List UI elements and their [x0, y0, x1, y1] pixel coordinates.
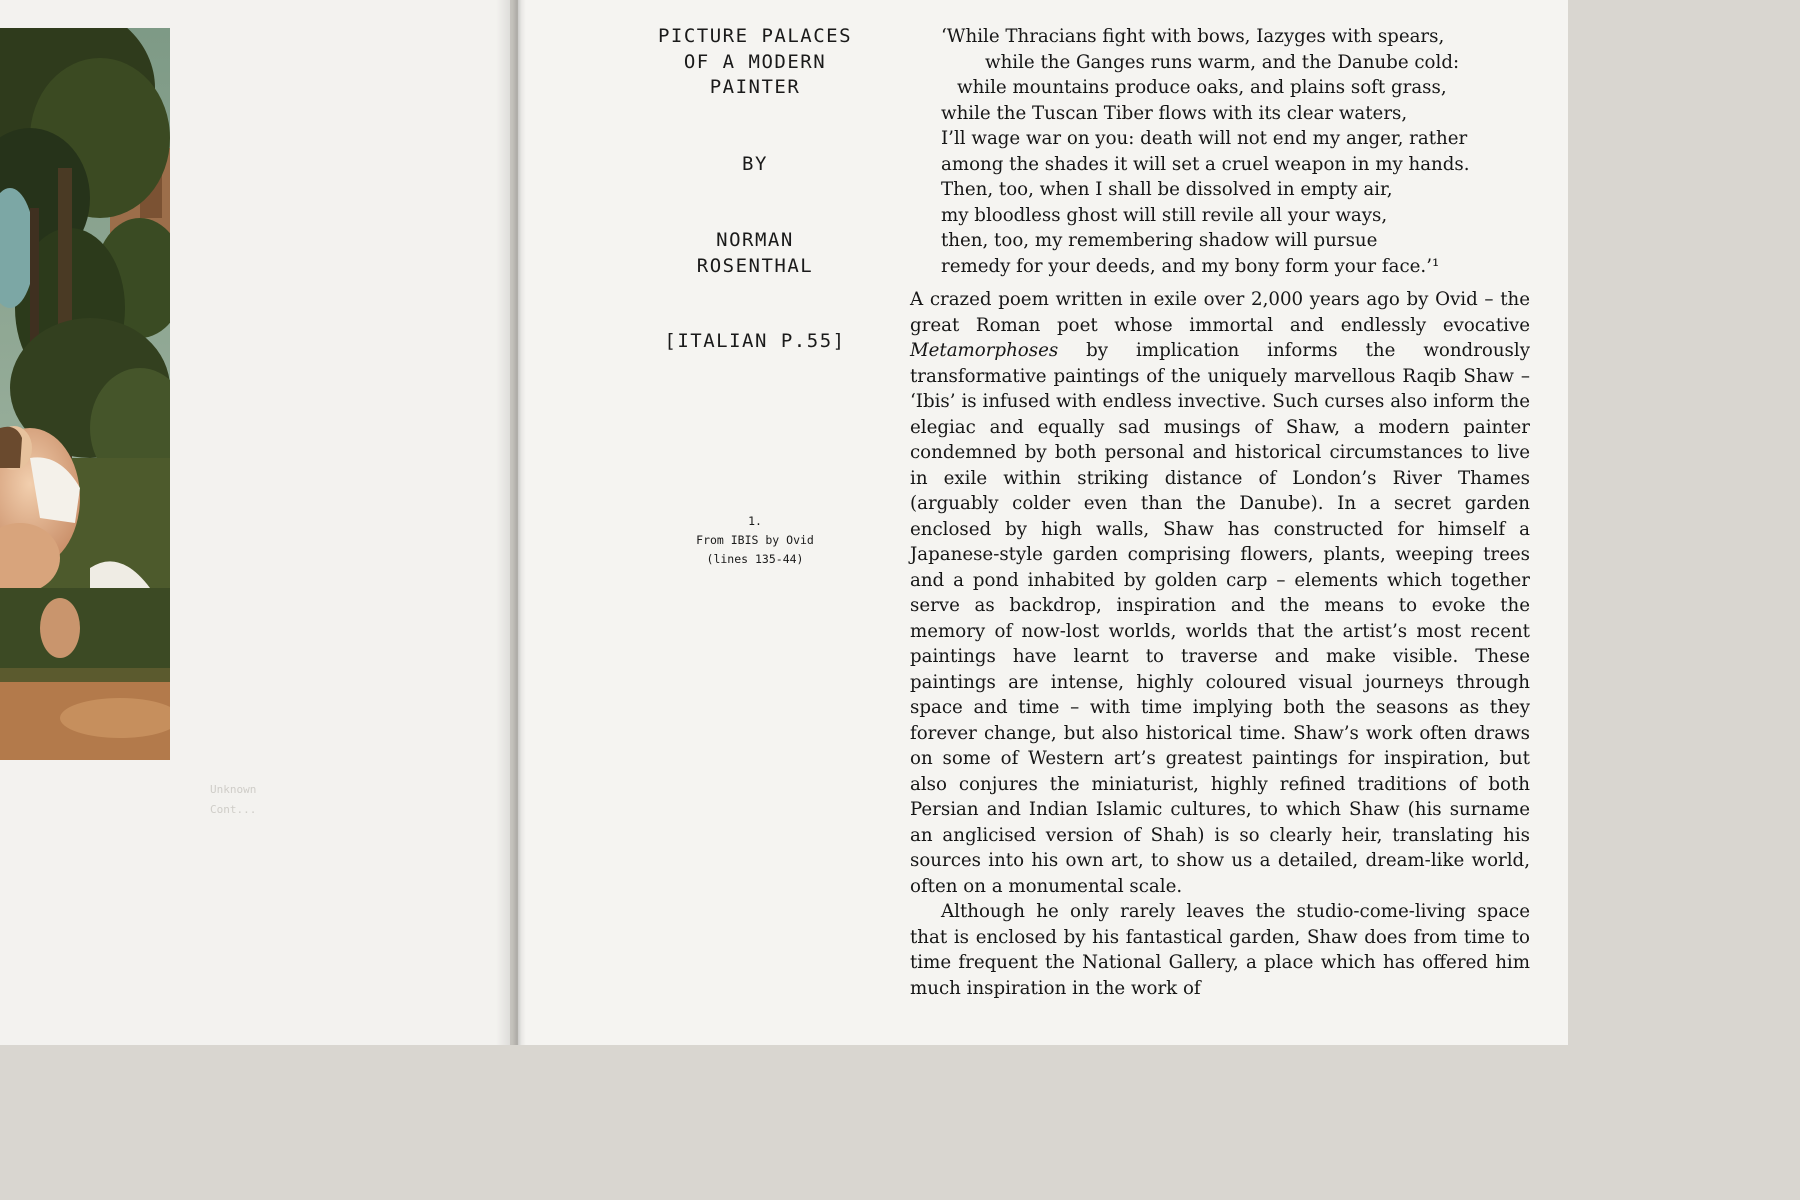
title-line: OF A MODERN — [683, 50, 827, 73]
author-line: ROSENTHAL — [696, 254, 814, 277]
author-line: NORMAN — [716, 229, 794, 251]
painting-image — [0, 28, 170, 760]
poem-quote — [941, 24, 1530, 279]
poem-line: my bloodless ghost will still revile all your ways, — [941, 204, 1388, 226]
title-line: PAINTER — [709, 76, 801, 98]
main-text-column — [910, 24, 1530, 1001]
poem-line: remedy for your deeds, and my bony form your face.’¹ — [941, 255, 1440, 277]
essay-text: A crazed poem written in exile over 2,000 years ago by Ovid – the great Roman poet whose immortal and endlessly evocative — [910, 289, 1530, 336]
footnote — [658, 512, 852, 569]
essay-text: by implication informs the wondrously transformative paintings of the uniquely marvellous Raqib Shaw – ‘Ibis’ is infused with endless invective. Such curses also inform the elegiac and equally sad musings of Shaw, a modern painter condemned by both personal and historical circumstances to live in exile within striking distance of London’s River Thames (arguably colder even than the Danube). In a secret garden enclosed by high walls, Shaw has constructed for himself a Japanese-style garden comprising flowers, plants, weeping trees and a pond inhabited by golden carp – elements which together serve as backdrop, inspiration and the means to evoke the memory of now-lost worlds, worlds that the artist’s most recent paintings have learnt to traverse and make visible. These paintings are intense, highly coloured visual journeys through space and time – with time implying both the seasons as they forever change, but also historical time. Shaw’s work often draws on some of Western art’s greatest paintings for inspiration, but also conjures the miniaturist, highly refined traditions of both Persian and Indian Islamic cultures, to which Shaw (his surname an anglicised version of Shah) is so clearly heir, translating his sources into his own art, to show us a detailed, dream-like world, often on a monumental scale. — [910, 340, 1530, 897]
painting-plate — [0, 28, 170, 760]
poem-line: I’ll wage war on you: death will not end my anger, rather — [941, 128, 1468, 149]
poem-line: ‘While Thracians fight with bows, Iazyges with spears, — [941, 26, 1445, 47]
poem-line: Then, too, when I shall be dissolved in empty air, — [941, 179, 1393, 200]
poem-line: among the shades it will set a cruel weapon in my hands. — [941, 153, 1470, 175]
poem-line: while mountains produce oaks, and plains soft grass, — [957, 77, 1447, 98]
italian-page-reference: [ITALIAN P.55] — [664, 330, 846, 352]
title-line: PICTURE PALACES — [657, 25, 853, 47]
footnote-source: From IBIS by Ovid — [696, 533, 814, 547]
bleed-caption-line: Cont... — [210, 803, 257, 816]
book-gutter — [496, 0, 526, 1045]
poem-line: while the Tuscan Tiber flows with its clear waters, — [941, 102, 1408, 124]
essay-paragraph — [910, 287, 1530, 899]
footnote-number: 1. — [748, 514, 762, 528]
essay-body — [910, 287, 1530, 1001]
title-block — [638, 24, 872, 279]
poem-line: then, too, my remembering shadow will pursue — [941, 230, 1378, 251]
essay-paragraph: Although he only rarely leaves the studio-come-living space that is enclosed by his fantastical garden, Shaw does from time to time frequent the National Gallery, a place which has offered him much inspiration in the work of — [910, 901, 1530, 999]
italic-title: Metamorphoses — [910, 340, 1059, 361]
bleed-through-caption — [210, 780, 270, 820]
byline-by: BY — [742, 152, 768, 175]
poem-line: while the Ganges runs warm, and the Danube cold: — [985, 51, 1460, 73]
footnote-lines: (lines 135-44) — [706, 552, 804, 566]
right-page — [518, 0, 1568, 1045]
left-page — [0, 0, 510, 1045]
bleed-caption-line: Unknown — [210, 783, 257, 796]
